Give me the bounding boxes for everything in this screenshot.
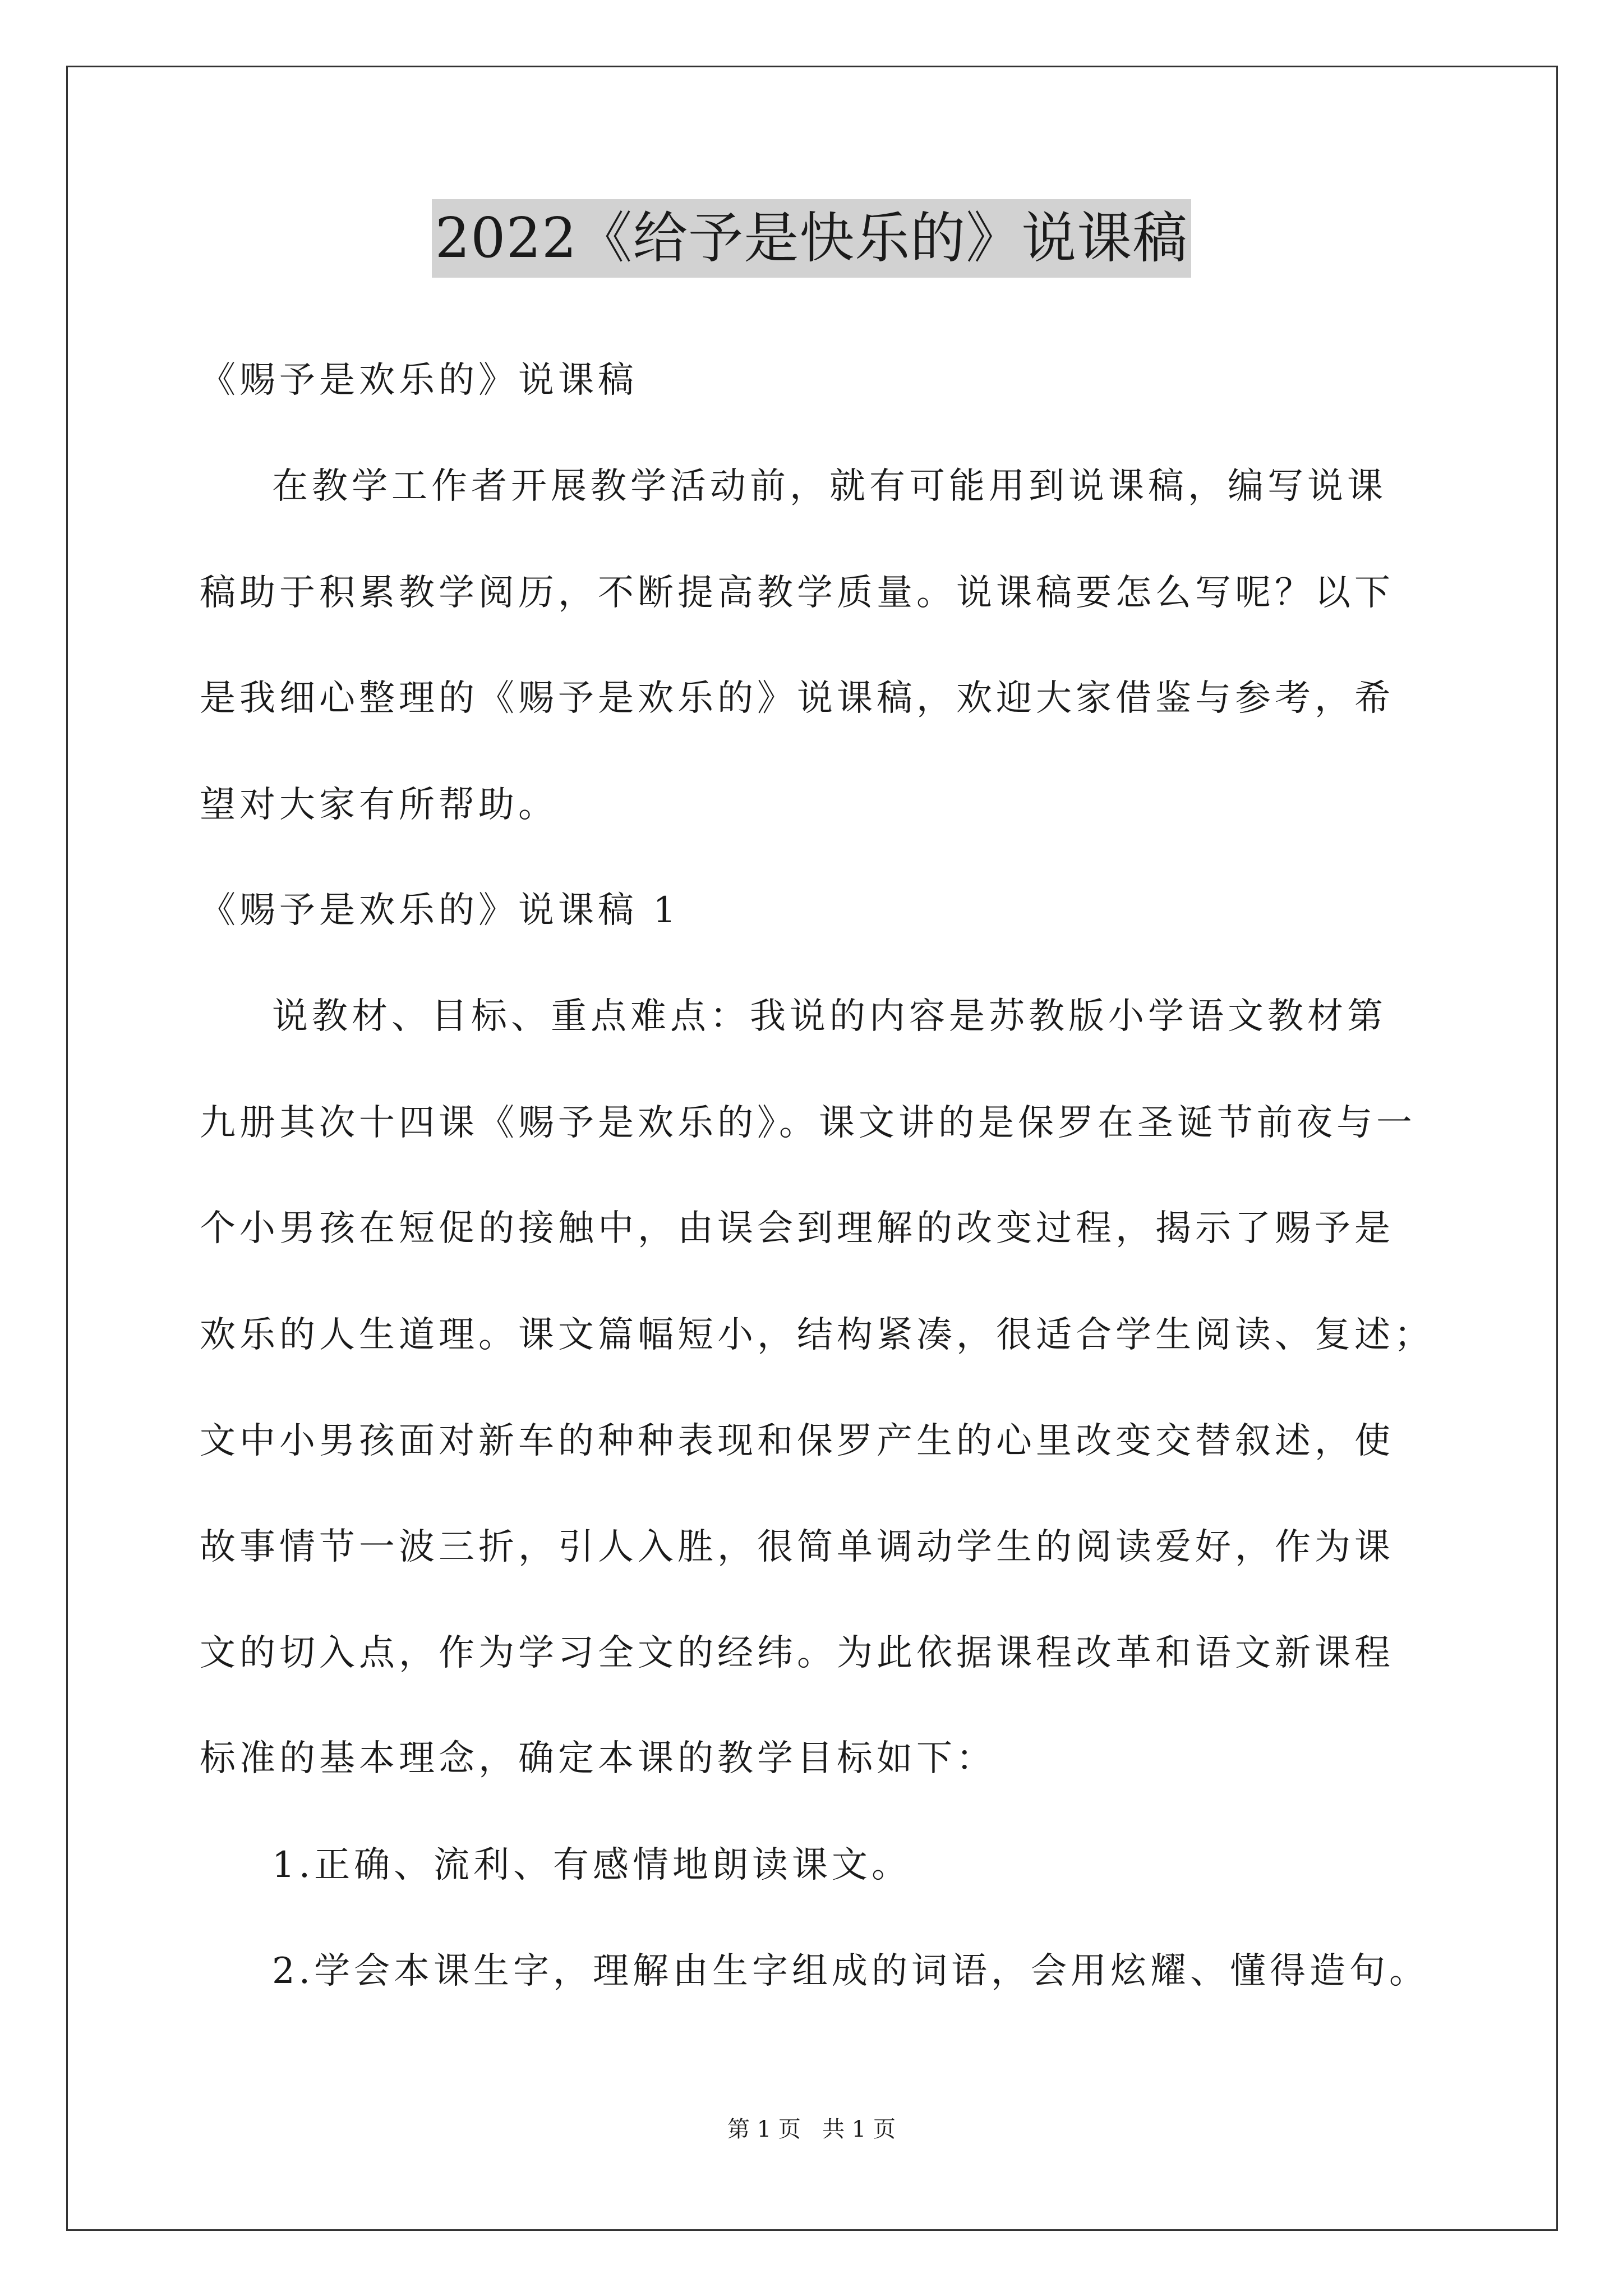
page-footer: 第 1 页 共 1 页 [727, 2116, 896, 2142]
title-container [0, 199, 1623, 278]
paragraph-line: 故事情节一波三折，引人入胜，很简单调动学生的阅读爱好，作为课 [200, 1526, 1394, 1568]
paragraph-line: 望对大家有所帮助。 [200, 784, 558, 826]
paragraph-line: 文中小男孩面对新车的种种表现和保罗产生的心里改变交替叙述，使 [200, 1420, 1394, 1462]
paragraph-line: 说教材、目标、重点难点：我说的内容是苏教版小学语文教材第 [272, 996, 1387, 1037]
paragraph-line: 在教学工作者开展教学活动前，就有可能用到说课稿，编写说课 [272, 466, 1387, 507]
paragraph-line: 欢乐的人生道理。课文篇幅短小，结构紧凑，很适合学生阅读、复述； [200, 1314, 1434, 1356]
section-heading: 《赐予是欢乐的》说课稿 1 [200, 890, 680, 931]
paragraph-line: 九册其次十四课《赐予是欢乐的》。课文讲的是保罗在圣诞节前夜与一 [200, 1102, 1416, 1144]
paragraph-line: 标准的基本理念，确定本课的教学目标如下： [200, 1738, 996, 1779]
subtitle-line: 《赐予是欢乐的》说课稿 [200, 360, 638, 401]
paragraph-line: 是我细心整理的《赐予是欢乐的》说课稿，欢迎大家借鉴与参考，希 [200, 678, 1394, 719]
document-title: 2022《给予是快乐的》说课稿 [432, 199, 1191, 278]
list-item: 1.正确、流利、有感情地朗读课文。 [272, 1844, 912, 1886]
paragraph-line: 文的切入点，作为学习全文的经纬。为此依据课程改革和语文新课程 [200, 1632, 1394, 1674]
list-item: 2.学会本课生字，理解由生字组成的词语，会用炫耀、懂得造句。 [272, 1950, 1430, 1992]
paragraph-line: 个小男孩在短促的接触中，由误会到理解的改变过程，揭示了赐予是 [200, 1208, 1394, 1249]
paragraph-line: 稿助于积累教学阅历，不断提高教学质量。说课稿要怎么写呢？以下 [200, 572, 1394, 614]
